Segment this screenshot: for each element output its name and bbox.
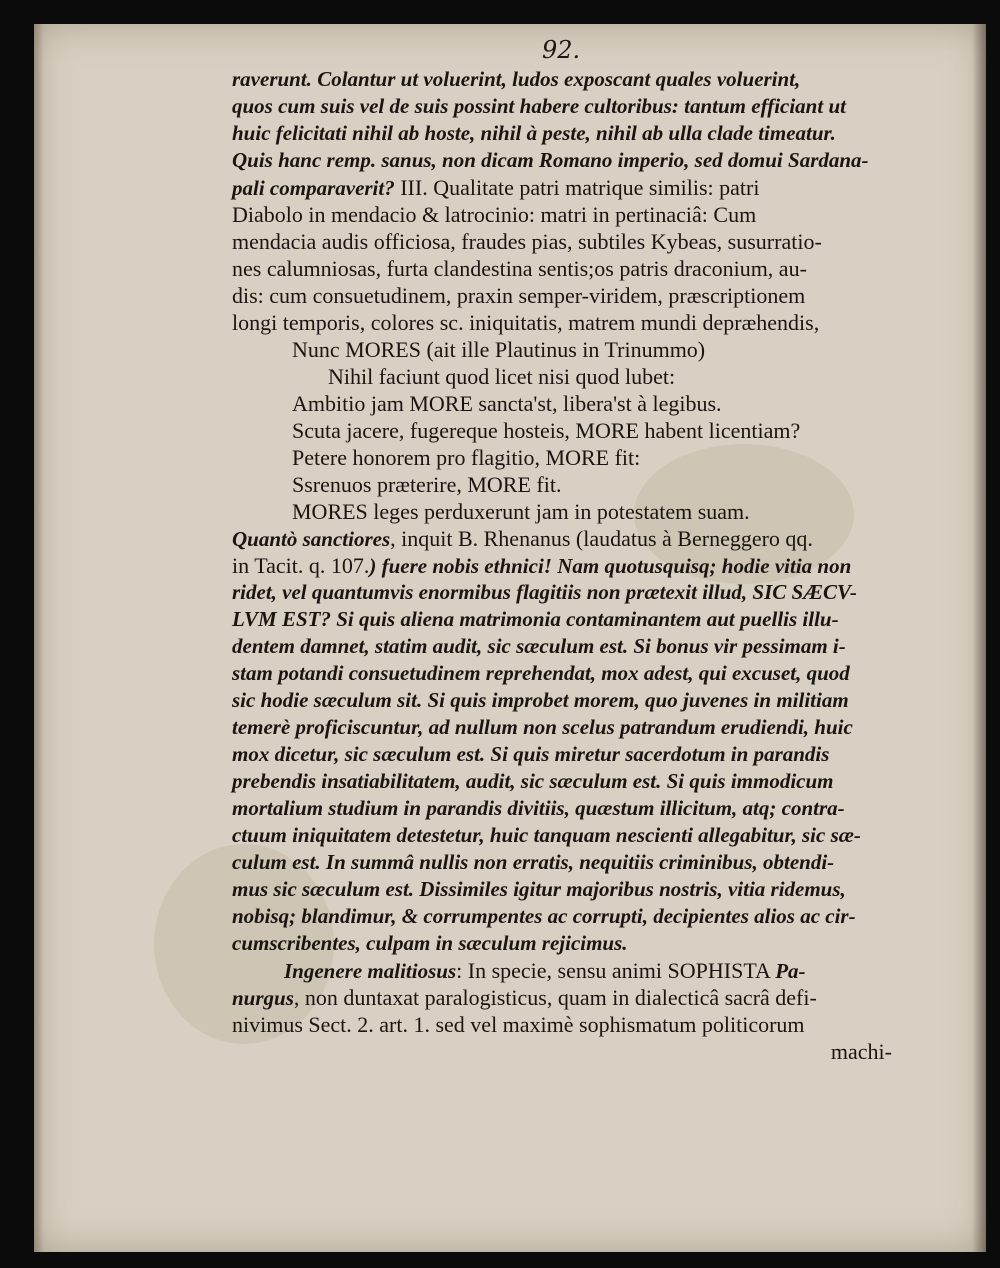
text-span: Nunc MORES (ait ille Plautinus in Trinummo): [292, 337, 706, 362]
text-line: [232, 120, 892, 147]
text-span: LVM EST? Si quis aliena matrimonia contaminantem aut puellis illu-: [232, 607, 839, 631]
text-span: Scuta jacere, fugereque hosteis, MORE habent licentiam?: [292, 418, 801, 443]
text-span: huic felicitati nihil ab hoste, nihil à peste, nihil ab ulla clade timeatur.: [232, 121, 836, 145]
text-line: [232, 309, 892, 336]
text-span: mortalium studium in parandis divitiis, quæstum illicitum, atq; contra-: [232, 796, 845, 820]
text-line: [232, 93, 892, 120]
text-span: ctuum iniquitatem detestetur, huic tanquam nescienti allegabitur, sic sæ-: [232, 823, 861, 847]
page-edge-shadow-left: [34, 24, 44, 1252]
text-span: III. Qualitate patri matrique similis: patri: [394, 175, 760, 200]
text-line: [232, 606, 892, 633]
text-line: [232, 822, 892, 849]
text-line: [232, 741, 892, 768]
text-span: Diabolo in mendacio & latrocinio: matri in pertinaciâ: Cum: [232, 202, 757, 227]
text-line: [232, 660, 892, 687]
text-line: [232, 228, 892, 255]
text-span: nivimus Sect. 2. art. 1. sed vel maximè sophismatum politicorum: [232, 1012, 805, 1037]
text-span: ridet, vel quantumvis enormibus flagitiis non prætexit illud, SIC SÆCV-: [232, 580, 857, 604]
page-edge-shadow-right: [972, 24, 986, 1252]
text-span: sic hodie sæculum sit. Si quis improbet morem, quo juvenes in militiam: [232, 688, 849, 712]
text-span: Pa-: [775, 959, 806, 983]
text-span: MORES leges perduxerunt jam in potestatem suam.: [292, 499, 750, 524]
text-span: dentem damnet, statim audit, sic sæculum est. Si bonus vir pessimam i-: [232, 634, 846, 658]
text-line: [232, 255, 892, 282]
text-line: [232, 417, 892, 444]
text-span: temerè proficiscuntur, ad nullum non scelus patrandum erudiendi, huic: [232, 715, 853, 739]
text-line: [232, 336, 892, 363]
text-span: cumscribentes, culpam in sæculum rejicimus.: [232, 931, 628, 955]
text-line: [232, 579, 892, 606]
text-span: Petere honorem pro flagitio, MORE fit:: [292, 445, 641, 470]
text-span: raverunt.: [232, 67, 318, 91]
text-line: [232, 876, 892, 903]
text-span: : In specie, sensu animi SOPHISTA: [456, 958, 776, 983]
text-line: [232, 714, 892, 741]
text-span: nes calumniosas, furta clandestina sentis;os patris draconium, au-: [232, 256, 807, 281]
text-span: Quis hanc remp. sanus, non dicam Romano imperio, sed domui Sardana-: [232, 148, 869, 172]
text-span: mendacia audis officiosa, fraudes pias, subtiles Kybeas, susurratio-: [232, 229, 822, 254]
text-span: Quantò sanctiores: [232, 527, 391, 551]
text-line: [232, 471, 892, 498]
text-line: [232, 282, 892, 309]
text-line: [232, 633, 892, 660]
text-span: in Tacit. q. 107.: [232, 553, 370, 578]
text-line: [232, 363, 892, 390]
text-span: , inquit B. Rhenanus (laudatus à Berneggero qq.: [390, 526, 813, 551]
text-line: [232, 498, 892, 525]
text-span: culum est. In summâ nullis non erratis, nequitiis criminibus, obtendi-: [232, 850, 835, 874]
text-span: mox dicetur, sic sæculum est. Si quis miretur sacerdotum in parandis: [232, 742, 830, 766]
text-span: quos cum suis vel de suis possint habere cultoribus: tantum efficiant ut: [232, 94, 846, 118]
text-span: nobisq; blandimur, & corrumpentes ac corrupti, decipientes alios ac cir-: [232, 904, 856, 928]
text-span: Colantur ut voluerint, ludos exposcant quales voluerint,: [317, 67, 801, 91]
text-span: longi temporis, colores sc. iniquitatis, matrem mundi depræhendis,: [232, 310, 820, 335]
text-span: , non duntaxat paralogisticus, quam in dialecticâ sacrâ defi-: [293, 985, 817, 1010]
text-line: [232, 957, 892, 984]
text-span: nurgus: [232, 986, 294, 1010]
text-line: [232, 984, 892, 1011]
text-line: [232, 174, 892, 201]
text-line: [232, 849, 892, 876]
text-line: [232, 525, 892, 552]
text-line: [232, 552, 892, 579]
text-line: [232, 930, 892, 957]
text-span: pali comparaverit?: [232, 176, 395, 200]
text-span: Ambitio jam MORE sancta'st, libera'st à legibus.: [292, 391, 722, 416]
body-text: [232, 66, 892, 1065]
text-line: [232, 687, 892, 714]
text-line: [232, 795, 892, 822]
text-line: [232, 1011, 892, 1038]
text-line: [232, 444, 892, 471]
text-span: Ingenere malitiosus: [284, 959, 457, 983]
text-line: [232, 390, 892, 417]
page-number: 92.: [542, 36, 581, 64]
text-span: mus sic sæculum est. Dissimiles igitur majoribus nostris, vitia ridemus,: [232, 877, 846, 901]
text-line: [232, 1038, 892, 1065]
text-line: [232, 66, 892, 93]
text-span: stam potandi consuetudinem reprehendat, mox adest, qui excuset, quod: [232, 661, 850, 685]
text-line: [232, 147, 892, 174]
text-span: machi-: [830, 1039, 892, 1064]
text-span: prebendis insatiabilitatem, audit, sic sæculum est. Si quis immodicum: [232, 769, 834, 793]
text-span: dis: cum consuetudinem, praxin semper-viridem, præscriptionem: [232, 283, 806, 308]
text-line: [232, 768, 892, 795]
text-line: [232, 903, 892, 930]
text-line: [232, 201, 892, 228]
text-span: Nihil faciunt quod licet nisi quod lubet:: [328, 364, 676, 389]
text-span: ) fuere nobis ethnici! Nam quotusquisq; hodie vitia non: [369, 554, 852, 578]
text-span: Ssrenuos præterire, MORE fit.: [292, 472, 562, 497]
